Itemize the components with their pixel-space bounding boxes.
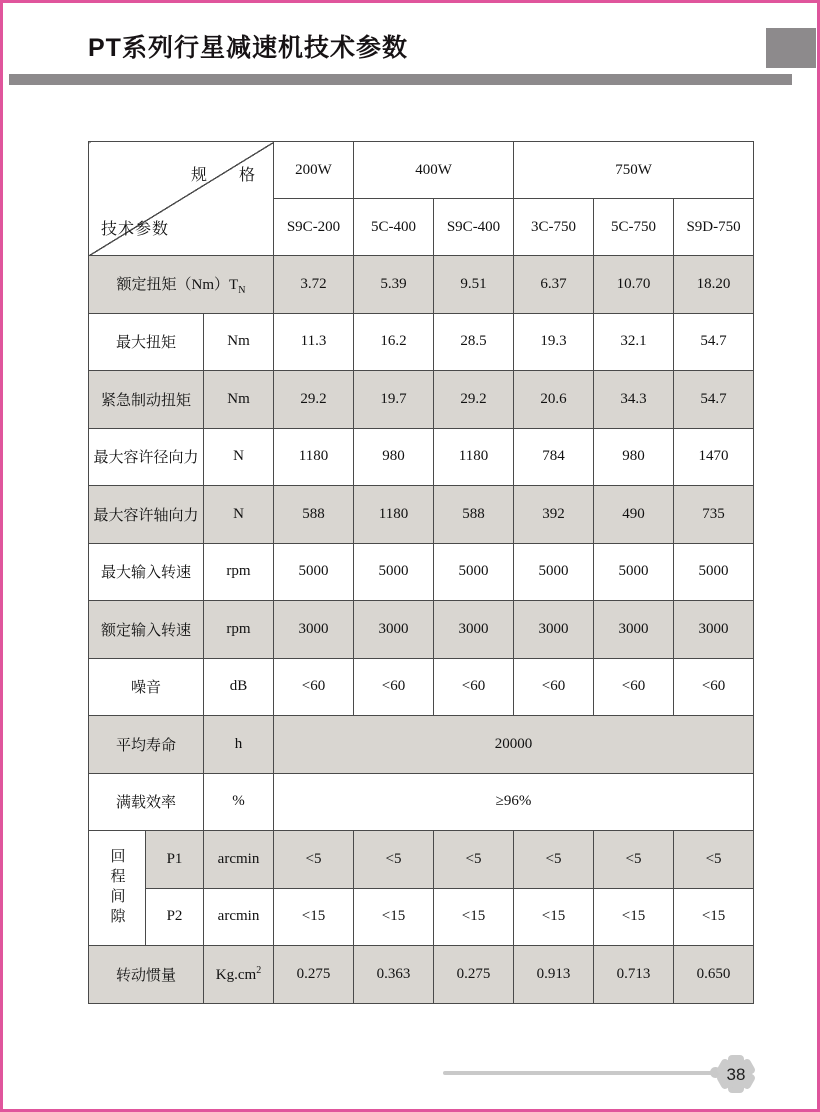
value-cell: 29.2 — [434, 371, 514, 429]
value-cell: 10.70 — [594, 256, 674, 314]
value-cell: 0.275 — [274, 946, 354, 1004]
value-cell: <5 — [514, 831, 594, 889]
value-cell: 1470 — [674, 428, 754, 486]
value-cell: 490 — [594, 486, 674, 544]
unit-cell: Nm — [204, 371, 274, 429]
value-cell: 11.3 — [274, 313, 354, 371]
value-cell: 588 — [274, 486, 354, 544]
value-cell: <5 — [274, 831, 354, 889]
unit-cell: rpm — [204, 601, 274, 659]
unit-cell: dB — [204, 658, 274, 716]
param-label-cell: 最大扭矩 — [89, 313, 204, 371]
value-cell: 784 — [514, 428, 594, 486]
value-cell: 29.2 — [274, 371, 354, 429]
value-cell: 5.39 — [354, 256, 434, 314]
value-cell: 0.713 — [594, 946, 674, 1004]
value-cell: <15 — [514, 888, 594, 946]
power-group-400w: 400W — [354, 142, 514, 199]
power-group-750w: 750W — [514, 142, 754, 199]
value-cell: <15 — [274, 888, 354, 946]
param-label-cell: 满载效率 — [89, 773, 204, 831]
unit-text: Kg.cm — [215, 966, 257, 983]
value-cell: 0.913 — [514, 946, 594, 1004]
value-cell: 32.1 — [594, 313, 674, 371]
backlash-p2-label: P2 — [146, 888, 204, 946]
param-label-cell: 平均寿命 — [89, 716, 204, 774]
value-cell: 3000 — [594, 601, 674, 659]
value-cell: <15 — [674, 888, 754, 946]
value-cell: 5000 — [514, 543, 594, 601]
value-cell: 1180 — [434, 428, 514, 486]
value-cell: 3.72 — [274, 256, 354, 314]
unit-superscript: 2 — [256, 964, 262, 976]
value-cell: 1180 — [354, 486, 434, 544]
value-cell: 392 — [514, 486, 594, 544]
unit-cell: N — [204, 428, 274, 486]
value-cell: <60 — [274, 658, 354, 716]
value-cell: <15 — [594, 888, 674, 946]
model-cell: S9C-200 — [274, 199, 354, 256]
backlash-p1-label: P1 — [146, 831, 204, 889]
value-cell: 16.2 — [354, 313, 434, 371]
spec-table-wrap — [88, 141, 754, 1004]
header-corner-square — [766, 28, 816, 68]
value-cell: <60 — [594, 658, 674, 716]
value-cell: 5000 — [674, 543, 754, 601]
model-cell: 3C-750 — [514, 199, 594, 256]
value-cell: 980 — [594, 428, 674, 486]
value-cell: 3000 — [354, 601, 434, 659]
corner-spec-label: 规 格 — [191, 167, 262, 184]
value-cell: 3000 — [514, 601, 594, 659]
value-cell: 28.5 — [434, 313, 514, 371]
param-label-cell — [89, 256, 274, 314]
page-number: 38 — [726, 1065, 746, 1084]
value-cell: 5000 — [274, 543, 354, 601]
unit-cell — [204, 946, 274, 1004]
value-cell: 1180 — [274, 428, 354, 486]
param-label-cell: 最大容许径向力 — [89, 428, 204, 486]
value-cell: <60 — [514, 658, 594, 716]
param-label-cell: 紧急制动扭矩 — [89, 371, 204, 429]
value-cell: 5000 — [594, 543, 674, 601]
page-title: PT系列行星减速机技术参数 — [88, 34, 408, 62]
value-cell: 19.7 — [354, 371, 434, 429]
value-cell: 5000 — [354, 543, 434, 601]
value-cell: <5 — [434, 831, 514, 889]
value-cell: 588 — [434, 486, 514, 544]
backlash-group-label: 回程间隙 — [89, 831, 146, 946]
param-label-cell: 噪音 — [89, 658, 204, 716]
param-label: 额定扭矩（Nm）T — [116, 276, 239, 293]
unit-cell: arcmin — [204, 888, 274, 946]
value-cell: 19.3 — [514, 313, 594, 371]
value-cell: 5000 — [434, 543, 514, 601]
model-cell: 5C-400 — [354, 199, 434, 256]
value-cell: 0.275 — [434, 946, 514, 1004]
unit-cell: rpm — [204, 543, 274, 601]
param-label-cell: 额定输入转速 — [89, 601, 204, 659]
param-label-subscript: N — [238, 284, 246, 296]
model-cell: S9D-750 — [674, 199, 754, 256]
value-cell: <60 — [674, 658, 754, 716]
value-cell: 6.37 — [514, 256, 594, 314]
merged-value-cell: 20000 — [274, 716, 754, 774]
title-underline — [9, 74, 792, 85]
value-cell: <15 — [434, 888, 514, 946]
footer-rule-line — [443, 1071, 715, 1075]
spec-table — [88, 141, 754, 1004]
unit-cell: arcmin — [204, 831, 274, 889]
value-cell: 34.3 — [594, 371, 674, 429]
unit-cell: N — [204, 486, 274, 544]
value-cell: <60 — [354, 658, 434, 716]
param-label-cell: 转动惯量 — [89, 946, 204, 1004]
value-cell: <5 — [674, 831, 754, 889]
value-cell: 735 — [674, 486, 754, 544]
value-cell: 9.51 — [434, 256, 514, 314]
value-cell: <5 — [594, 831, 674, 889]
model-cell: 5C-750 — [594, 199, 674, 256]
value-cell: 20.6 — [514, 371, 594, 429]
value-cell: 980 — [354, 428, 434, 486]
corner-cell — [89, 142, 274, 256]
value-cell: <15 — [354, 888, 434, 946]
value-cell: <5 — [354, 831, 434, 889]
value-cell: 0.363 — [354, 946, 434, 1004]
page-number-gear-icon — [712, 1050, 760, 1098]
value-cell: 54.7 — [674, 371, 754, 429]
power-group-200w: 200W — [274, 142, 354, 199]
value-cell: <60 — [434, 658, 514, 716]
unit-cell: Nm — [204, 313, 274, 371]
param-label-cell: 最大容许轴向力 — [89, 486, 204, 544]
unit-cell: h — [204, 716, 274, 774]
merged-value-cell: ≥96% — [274, 773, 754, 831]
value-cell: 3000 — [674, 601, 754, 659]
value-cell: 18.20 — [674, 256, 754, 314]
value-cell: 3000 — [434, 601, 514, 659]
param-label-cell: 最大输入转速 — [89, 543, 204, 601]
value-cell: 3000 — [274, 601, 354, 659]
value-cell: 54.7 — [674, 313, 754, 371]
value-cell: 0.650 — [674, 946, 754, 1004]
corner-param-label: 技术参数 — [101, 221, 170, 238]
model-cell: S9C-400 — [434, 199, 514, 256]
unit-cell: % — [204, 773, 274, 831]
